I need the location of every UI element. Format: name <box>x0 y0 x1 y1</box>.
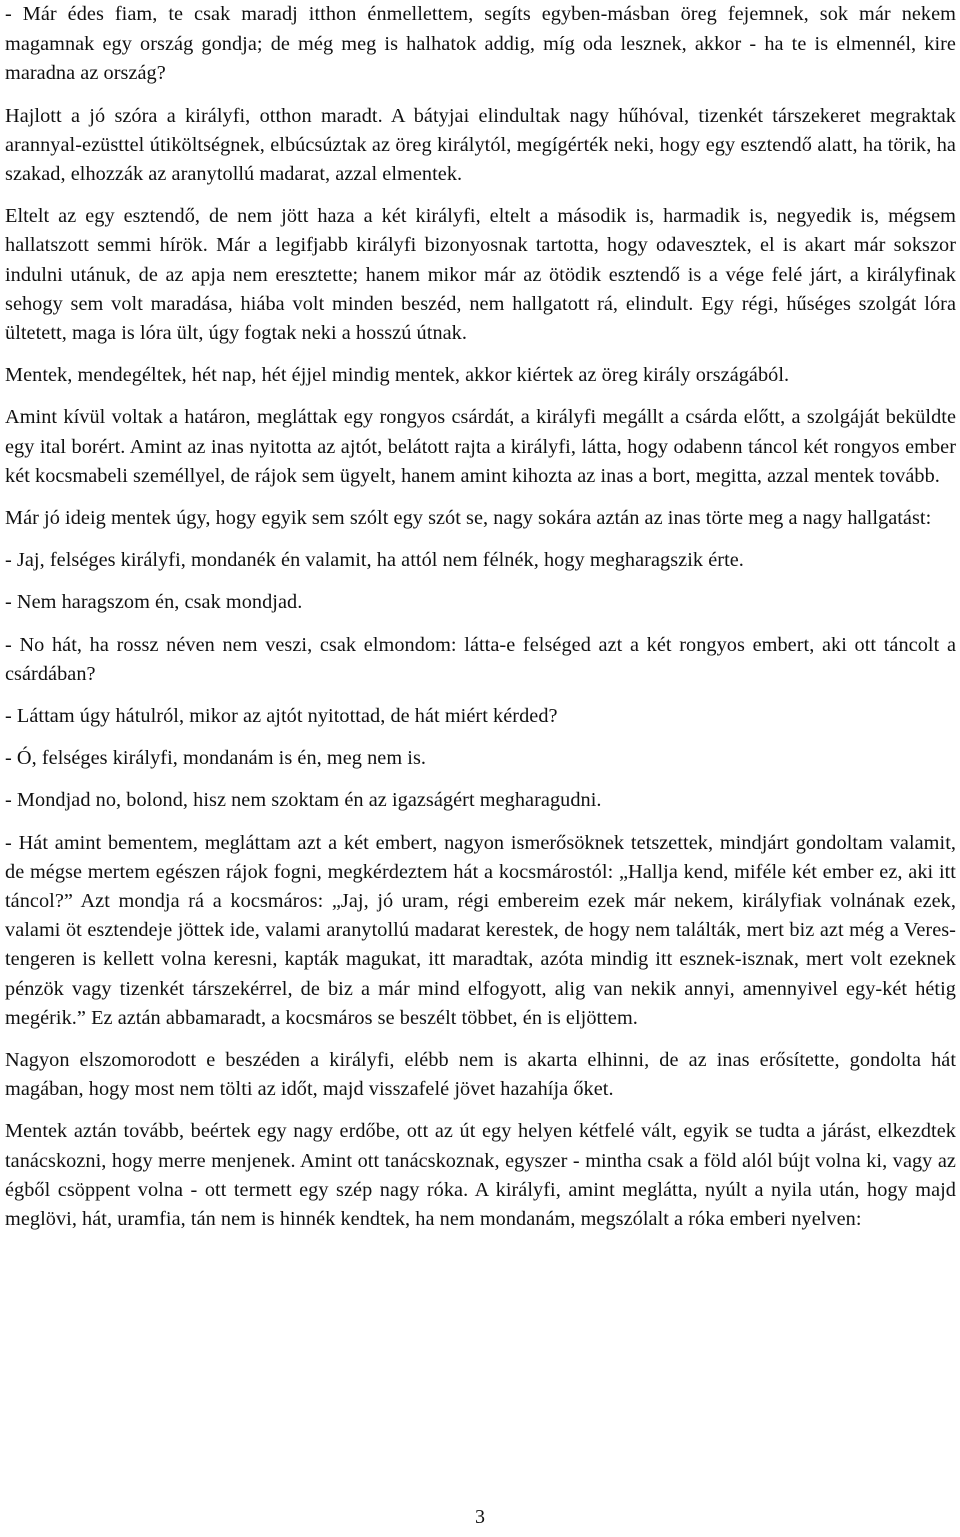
paragraph-12: - Mondjad no, bolond, hisz nem szoktam én az igazságért megharagudni. <box>5 789 602 812</box>
paragraph-15: Mentek aztán tovább, beértek egy nagy erdőbe, ott az út egy helyen kétfelé vált, egyik se tudta a járást, elkezdtek tanácskozni, hogy merre menjenek. Amint ott tanácskoznak, egyszer - mintha csak a föld alól bújt volna ki, vagy az égből csöppent volna - ott termett egy szép nagy róka. A királyfi, amint meglátta, nyúlt a nyila után, hogy majd meglövi, hát, uramfia, tán nem is hinnék kendtek, ha nem mondanám, megszólalt a róka emberi nyelven: <box>5 1120 956 1230</box>
paragraph-4: Mentek, mendegéltek, hét nap, hét éjjel mindig mentek, akkor kiértek az öreg király országából. <box>5 364 790 387</box>
paragraph-11: - Ó, felséges királyfi, mondanám is én, meg nem is. <box>5 747 427 770</box>
paragraph-1: - Már édes fiam, te csak maradj itthon énmellettem, segíts egyben-másban öreg fejemnek, sok már nekem magamnak egy ország gondja; de még meg is halhatok addig, míg oda lesznek, akkor - ha te is elmennél, kire maradna az ország? <box>5 3 956 84</box>
paragraph-3: Eltelt az egy esztendő, de nem jött haza a két királyfi, eltelt a második is, harmadik is, negyedik is, mégsem hallatszott semmi hírök. Már a legifjabb királyfi bizonyosnak tartotta, hogy odavesztek, el is akart már sokszor indulni utánuk, de az apja nem eresztette; hanem mikor már az ötödik esztendő is a vége felé járt, a királyfinak sehogy sem volt maradása, hiába volt minden beszéd, nem hallgatott rá, elindult. Egy régi, hűséges szolgát lóra ültetett, maga is lóra ült, úgy fogtak neki a hosszú útnak. <box>5 205 956 344</box>
paragraph-14: Nagyon elszomorodott e beszéden a királyfi, elébb nem is akarta elhinni, de az inas erősítette, gondolta hát magában, hogy most nem tölti az időt, majd visszafelé jövet hazahíja őket. <box>5 1048 956 1101</box>
paragraph-7: - Jaj, felséges királyfi, mondanék én valamit, ha attól nem félnék, hogy megharagszik érte. <box>5 549 744 572</box>
paragraph-9: - No hát, ha rossz néven nem veszi, csak elmondom: látta-e felséged azt a két rongyos embert, aki ott táncolt a csárdában? <box>5 633 956 685</box>
paragraph-6: Már jó ideig mentek úgy, hogy egyik sem szólt egy szót se, nagy sokára aztán az inas törte meg a nagy hallgatást: <box>5 506 932 529</box>
paragraph-2: Hajlott a jó szóra a királyfi, otthon maradt. A bátyjai elindultak nagy hűhóval, tizenkét társzekeret megraktak arannyal-ezüsttel útiköltségnek, elbúcsúztak az öreg királytól, megígérték neki, hogy egy esztendő alatt, ha törik, ha szakad, elhozzák az aranytollú madarat, azzal elmentek. <box>5 104 956 185</box>
page-number: 3 <box>475 1506 485 1528</box>
paragraph-5: Amint kívül voltak a határon, megláttak egy rongyos csárdát, a királyfi megállt a csárda előtt, a szolgáját beküldte egy ital borért. Amint az inas nyitotta az ajtót, belátott rajta a királyfi, látta, hogy odabenn táncol két rongyos ember két kocsmabeli személlyel, de rájok sem ügyelt, hanem amint kihozta az inas a bort, megitta, azzal mentek tovább. <box>5 406 956 487</box>
paragraph-10: - Láttam úgy hátulról, mikor az ajtót nyitottad, de hát miért kérded? <box>5 704 558 727</box>
paragraph-13: - Hát amint bementem, megláttam azt a két embert, nagyon ismerősöknek tetszettek, mindjárt gondoltam valamit, de mégse mertem egészen rájok fogni, megkérdeztem hát a kocsmárostól: „Hallja kend, miféle két ember ez, aki itt táncol?” Azt mondja rá a kocsmáros: „Jaj, jó uram, régi embereim ezek már nekem, királyfiak volnának ezek, valami öt esztendeje jöttek ide, valami aranytollú madarat kerestek, de hogy nem találták, mert biz azt még a Veres-tengeren is kellett volna keresni, kapták magukat, itt maradtak, azóta mindig itt esznek-isznak, mert volt ezeknek pénzök vagy tizenkét társzekérrel, de biz a már mind elfogyott, alig van nekik annyi, amennyivel egy-két hétig megérik.” Ez aztán abbamaradt, a kocsmáros se beszélt többet, én is eljöttem. <box>5 831 956 1029</box>
document-page <box>5 0 956 1247</box>
paragraph-8: - Nem haragszom én, csak mondjad. <box>5 591 303 614</box>
